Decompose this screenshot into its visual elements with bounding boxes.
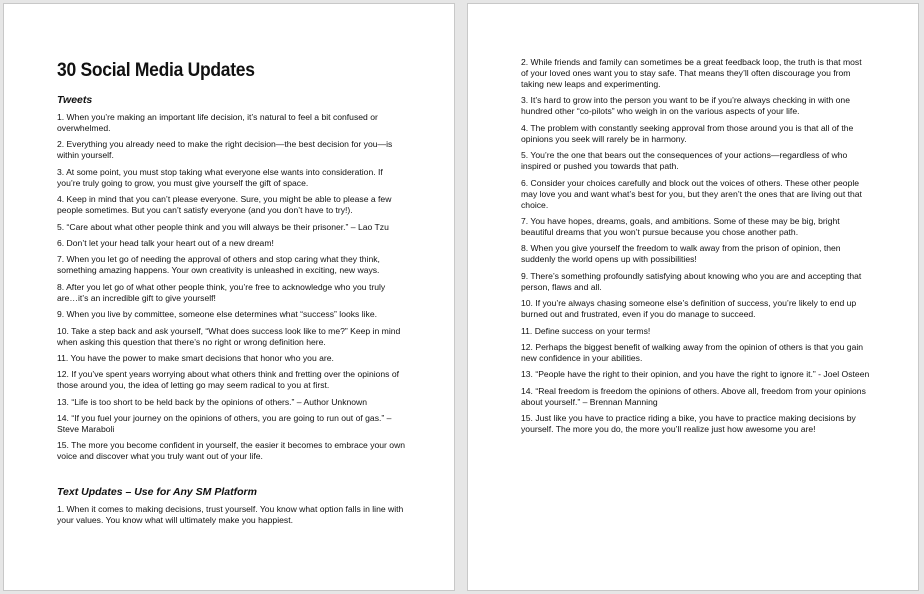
text-update-item: 9. There’s something profoundly satisfying about knowing who you are and accepting that person, flaws and all. (521, 270, 862, 292)
tweet-item: 12. If you’ve spent years worrying about what others think and fretting over the opinions of those around you, the idea of letting go may seem radical to you at first. (57, 369, 400, 391)
tweet-item: 6. Don’t let your head talk your heart out of a new dream! (57, 237, 274, 248)
tweet-item: 7. When you let go of needing the approval of others and stop caring what they think, something amazing happens. Your own creativity is unleashed in exciting, new ways. (57, 254, 380, 276)
document-page-1 (3, 3, 455, 591)
text-update-item: 11. Define success on your terms! (521, 325, 651, 336)
text-update-item: 7. You have hopes, dreams, goals, and ambitions. Some of these may be big, bright beautiful dreams that you won’t pursue because you chose another path. (521, 215, 840, 237)
text-update-item: 13. “People have the right to their opinion, and you have the right to ignore it.” - Joel Osteen (521, 369, 870, 380)
text-update-item: 8. When you give yourself the freedom to walk away from the prison of opinion, then suddenly the world opens up with possibilities! (521, 243, 841, 265)
tweet-item: 15. The more you become confident in yourself, the easier it becomes to embrace your own voice and discover what you truly want out of your life. (57, 440, 406, 462)
tweet-item: 10. Take a step back and ask yourself, “What does success look like to me?” Keep in mind when asking this question that there’s no right or wrong definition here. (57, 325, 401, 347)
tweet-item: 1. When you’re making an important life decision, it’s natural to feel a bit confused or overwhelmed. (57, 112, 378, 133)
text-update-item: 10. If you’re always chasing someone else’s definition of success, you’re likely to end up burned out and frustrated, even if you do manage to succeed. (521, 298, 857, 320)
tweet-item: 5. “Care about what other people think and you will always be their prisoner.” – Lao Tzu (57, 221, 389, 232)
tweet-item: 8. After you let go of what other people think, you’re free to acknowledge who you truly are…it’s an incredible gift to give yourself! (57, 281, 386, 303)
text-update-item: 15. Just like you have to practice riding a bike, you have to practice making decisions by yourself. The more you do, the more you’ll realize just how awesome you are! (521, 413, 856, 435)
tweets-heading: Tweets (57, 94, 93, 106)
document-title: 30 Social Media Updates (57, 60, 255, 81)
tweet-item: 2. Everything you already need to make the right decision—the best decision for you—is within yourself. (57, 139, 393, 161)
document-page-2 (467, 3, 919, 591)
tweet-item: 3. At some point, you must stop taking what everyone else wants into consideration. If you’re truly going to grow, you must give yourself the gift of space. (57, 166, 383, 188)
text-update-item: 4. The problem with constantly seeking approval from those around you is that all of the opinions you seek will rarely be in harmony. (521, 122, 854, 144)
tweet-item: 14. “If you fuel your journey on the opinions of others, you are going to run out of gas.” – Steve Maraboli (57, 413, 392, 435)
tweet-item: 4. Keep in mind that you can’t please everyone. Sure, you might be able to please a few people sometimes. But you can’t satisfy everyone (and you don’t have to try!). (57, 194, 392, 216)
text-update-item: 2. While friends and family can sometimes be a great feedback loop, the truth is that most of your loved ones want you to stay safe. That means they’ll often discourage you from taking new leaps and experimenting. (521, 57, 862, 89)
page-2-content (521, 57, 871, 440)
text-update-item: 6. Consider your choices carefully and block out the voices of others. These other people may love you and want what’s best for you, but they aren’t the ones that are living out that choice. (521, 177, 862, 210)
text-update-item: 12. Perhaps the biggest benefit of walking away from the opinion of others is that you gain new confidence in your abilities. (521, 341, 864, 363)
page-1-content (57, 60, 407, 532)
tweet-item: 13. “Life is too short to be held back by the opinions of others.” – Author Unknown (57, 396, 368, 407)
text-update-item: 3. It’s hard to grow into the person you want to be if you’re always checking in with one hundred other “co-pilots” who weigh in on the various aspects of your life. (521, 95, 850, 117)
text-updates-heading: Text Updates – Use for Any SM Platform (57, 486, 257, 499)
tweet-item: 11. You have the power to make smart decisions that honor who you are. (57, 352, 334, 363)
text-update-item: 14. “Real freedom is freedom the opinions of others. Above all, freedom from your opinions about yourself.” – Brennan Manning (521, 385, 866, 407)
tweet-item: 9. When you live by committee, someone else determines what “success” looks like. (57, 309, 378, 320)
text-update-item: 5. You’re the one that bears out the consequences of your actions—regardless of who inspired or pushed you towards that path. (521, 150, 848, 172)
text-update-item: 1. When it comes to making decisions, trust yourself. You know what option falls in line with your values. You know what will ultimately make you happiest. (57, 504, 404, 526)
